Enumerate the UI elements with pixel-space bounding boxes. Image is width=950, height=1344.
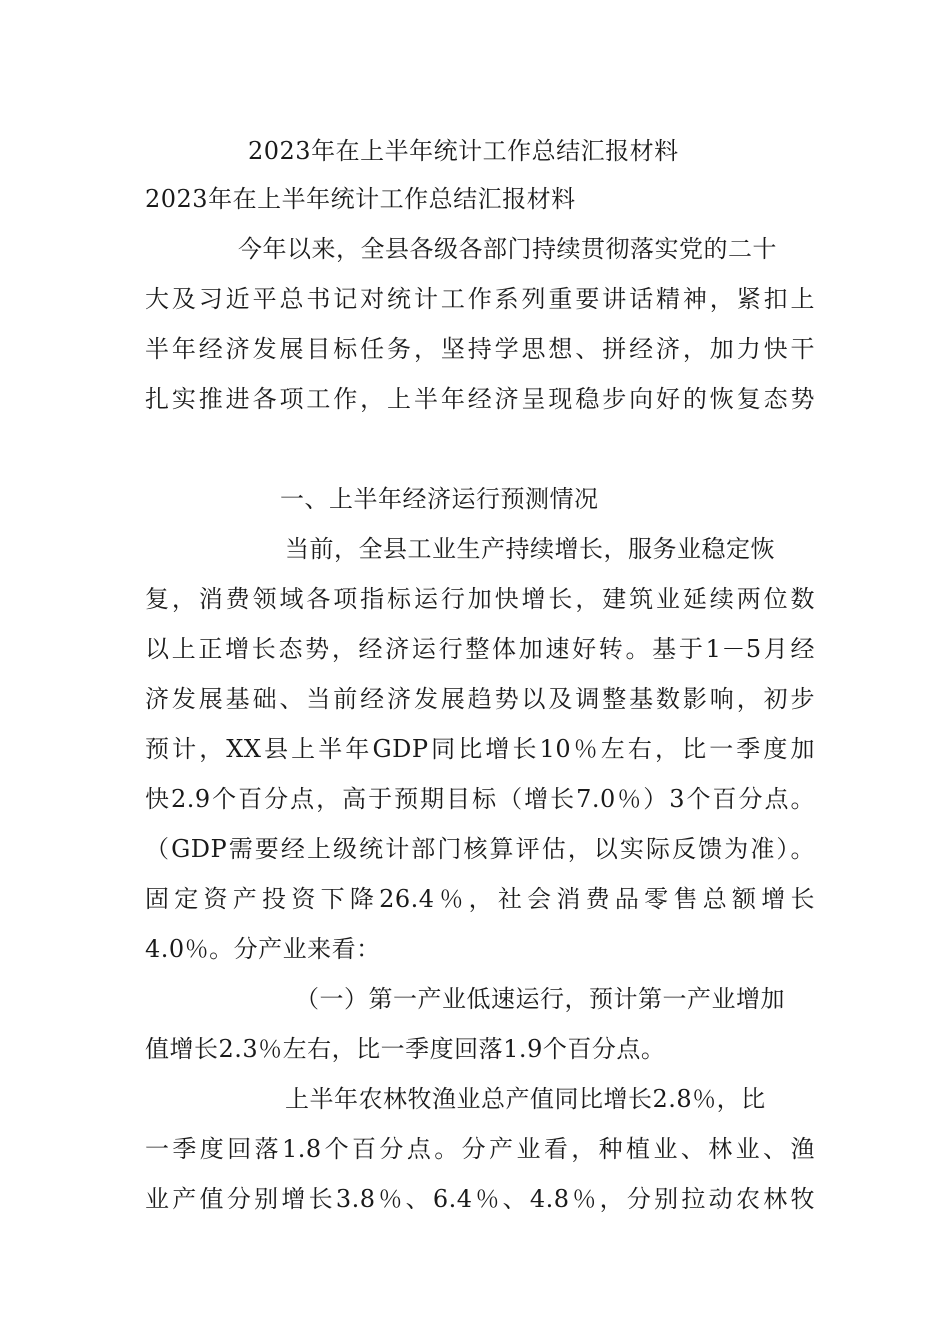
document-subtitle: 2023年在上半年统计工作总结汇报材料 [145, 185, 576, 213]
paragraph-line: 复，消费领域各项指标运行加快增长，建筑业延续两位数 [145, 585, 815, 613]
paragraph-line: 今年以来，全县各级各部门持续贯彻落实党的二十 [238, 235, 777, 263]
paragraph-line: 上半年农林牧渔业总产值同比增长2.8％，比 [285, 1085, 766, 1113]
paragraph-line: 当前，全县工业生产持续增长，服务业稳定恢 [285, 535, 775, 563]
paragraph-line: 业产值分别增长3.8％、6.4％、4.8％，分别拉动农林牧 [145, 1185, 815, 1213]
paragraph-line: 一季度回落1.8个百分点。分产业看，种植业、林业、渔 [145, 1135, 815, 1163]
paragraph-line: （GDP需要经上级统计部门核算评估，以实际反馈为准）。 [145, 835, 815, 863]
subsection-heading: （一）第一产业低速运行，预计第一产业增加 [295, 985, 785, 1013]
paragraph-line: 半年经济发展目标任务，坚持学思想、拼经济，加力快干 [145, 335, 815, 363]
section-heading: 一、上半年经济运行预测情况 [280, 485, 599, 513]
document-title: 2023年在上半年统计工作总结汇报材料 [248, 137, 679, 165]
paragraph-line: 预计，XX县上半年GDP同比增长10％左右，比一季度加 [145, 735, 815, 763]
paragraph-line: 以上正增长态势，经济运行整体加速好转。基于1－5月经 [145, 635, 815, 663]
paragraph-line: 扎实推进各项工作，上半年经济呈现稳步向好的恢复态势 [145, 385, 815, 413]
paragraph-line: 值增长2.3％左右，比一季度回落1.9个百分点。 [145, 1035, 666, 1063]
paragraph-line: 4.0％。分产业来看： [145, 935, 381, 963]
paragraph-line: 大及习近平总书记对统计工作系列重要讲话精神，紧扣上 [145, 285, 815, 313]
paragraph-line: 固定资产投资下降26.4％，社会消费品零售总额增长 [145, 885, 815, 913]
paragraph-line: 济发展基础、当前经济发展趋势以及调整基数影响，初步 [145, 685, 815, 713]
paragraph-line: 快2.9个百分点，高于预期目标（增长7.0％）3个百分点。 [145, 785, 815, 813]
